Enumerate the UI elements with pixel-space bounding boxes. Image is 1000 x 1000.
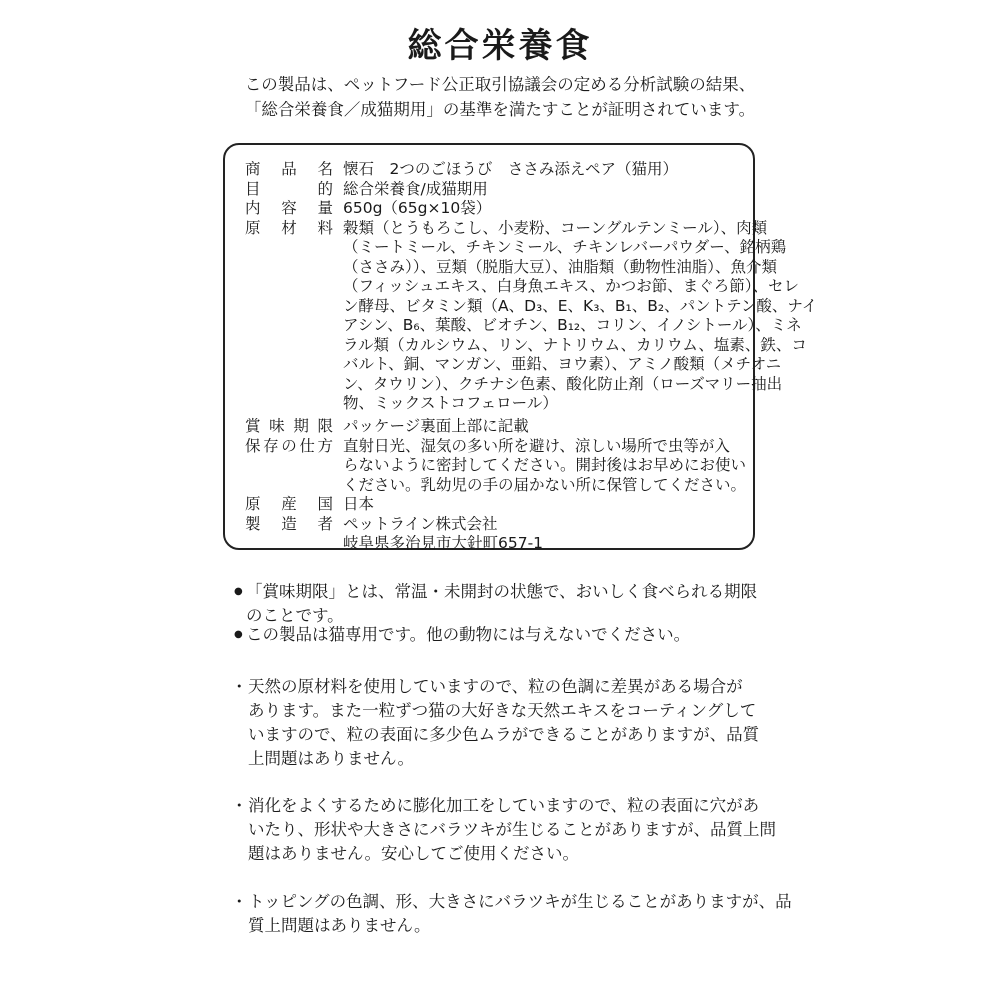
intro-line: 「総合栄養食／成猫期用」の基準を満たすことが証明されています。 [244,100,756,119]
label-char: 仕 [299,436,315,455]
label-char: 量 [317,199,333,217]
text-line: のことです。 [246,606,344,625]
label-char: 保 [245,436,261,455]
text-line: ペットライン株式会社 [343,514,498,533]
label-char: 原 [245,495,261,513]
content-label [245,199,333,219]
text-line: 直射日光、湿気の多い所を避け、涼しい場所で虫等が入 [343,436,730,455]
origin-label [245,495,333,515]
label-char: 限 [317,417,333,435]
page-title: 総合栄養食 [407,26,593,66]
origin-value [343,495,753,515]
note-puffing-process [231,794,776,866]
storage-label [245,437,333,457]
text-line: （ささみ））、豆類（脱脂大豆）、油脂類（動物性油脂）、魚介類 [343,257,778,276]
text-line: パッケージ裏面上部に記載 [343,417,529,435]
label-char: 者 [317,514,333,533]
note-text [248,890,792,938]
text-line: らないように密封してください。開封後はお早めにお使い [343,456,747,474]
product-name-value [343,160,753,180]
note-topping-variation [231,890,792,938]
manufacturer-value [343,515,753,554]
label-char: 原 [245,218,261,237]
purpose-label [245,180,333,200]
text-line: 穀類（とうもろこし、小麦粉、コーングルテンミール）、肉類 [343,218,768,237]
storage-value [343,437,753,496]
text-line: この製品は猫専用です。他の動物には与えないでください。 [246,625,691,644]
ingredients-value [343,218,818,414]
bullet-text [246,580,757,628]
label-char: 方 [317,436,333,455]
ingredients-label [245,219,333,239]
text-line: 物、ミックストコフェロール） [343,394,558,412]
text-line: （フィッシュエキス、白身魚エキス、かつお節、まぐろ節）、セレ [343,277,800,295]
note-natural-ingredients [231,675,760,771]
label-char: 商 [245,160,261,178]
text-line: 題はありません。安心してご使用ください。 [248,844,579,863]
label-char: 内 [245,199,261,217]
bullet-text [246,623,690,647]
note-mark: ・ [231,892,248,911]
manufacturer-label [245,515,333,535]
label-char: 賞 [245,417,261,435]
best-before-value [343,417,753,437]
text-line: いますので、粒の表面に多少色ムラができることがありますが、品質 [248,725,760,744]
text-line: ください。乳幼児の手の届かない所に保管してください。 [343,475,747,494]
best-before-label [245,417,333,437]
text-line: 上問題はありません。 [248,749,414,768]
bullet-best-before-definition [234,580,758,628]
text-line: 日本 [343,495,375,513]
product-label-box [223,143,818,552]
label-char: 味 [269,417,285,435]
text-line: ン、タウリン）、クチナシ色素、酸化防止剤（ローズマリー抽出 [343,374,783,393]
note-mark: ・ [231,677,248,696]
bullet-mark: ● [234,629,243,640]
text-line: （ミートミール、チキンミール、チキンレバーパウダー、銘柄鶏 [343,238,787,256]
text-line: あります。また一粒ずつ猫の大好きな天然エキスをコーティングして [248,701,757,720]
text-line: 岐阜県多治見市大針町657-1 [343,534,544,552]
text-line: 総合栄養食/成猫期用 [343,179,488,198]
text-line: ン酵母、ビタミン類（A、D₃、E、K₃、B₁、B₂、パントテン酸、ナイ [343,296,818,315]
label-char: 国 [317,495,333,513]
note-mark: ・ [231,796,248,815]
label-char: 品 [281,160,297,178]
text-line: 650g（65g×10袋） [343,199,492,217]
text-line: ラル類（カルシウム、リン、ナトリウム、カリウム、塩素、鉄、コ [343,335,807,354]
note-text [248,675,759,771]
product-name-label [245,160,333,180]
label-char: 容 [281,199,297,217]
certification-statement [0,72,1000,122]
bullet-mark: ● [234,586,243,597]
label-char: 製 [245,514,261,533]
label-char: 産 [281,495,297,513]
content-value [343,199,753,219]
label-char: 的 [317,179,333,198]
intro-line: この製品は、ペットフード公正取引協議会の定める分析試験の結果、 [244,75,756,94]
label-char: 造 [281,514,297,533]
label-char: 材 [281,218,297,237]
text-line: 消化をよくするために膨化加工をしていますので、粒の表面に穴があ [248,796,760,815]
text-line: いたり、形状や大きさにバラツキが生じることがありますが、品質上問 [248,820,776,839]
label-char: 目 [245,179,261,198]
purpose-value [343,180,753,200]
label-char: 名 [317,160,333,178]
text-line: 「賞味期限」とは、常温・未開封の状態で、おいしく食べられる期限 [246,582,758,601]
text-line: 天然の原材料を使用していますので、粒の色調に差異がある場合が [248,677,743,696]
text-line: アシン、B₆、葉酸、ビオチン、B₁₂、コリン、イノシトール）、ミネ [343,316,802,334]
text-line: バルト、銅、マンガン、亜鉛、ヨウ素）、アミノ酸類（メチオニ [343,355,782,373]
label-char: 料 [317,218,333,237]
label-char: の [281,436,297,455]
text-line: トッピングの色調、形、大きさにバラツキが生じることがありますが、品 [248,892,792,911]
label-char: 存 [263,436,279,455]
note-text [248,794,776,866]
label-char: 期 [293,417,309,435]
text-line: 懐石 2つのごほうび ささみ添えペア（猫用） [343,160,679,178]
bullet-cats-only [234,623,691,647]
text-line: 質上問題はありません。 [248,916,431,935]
